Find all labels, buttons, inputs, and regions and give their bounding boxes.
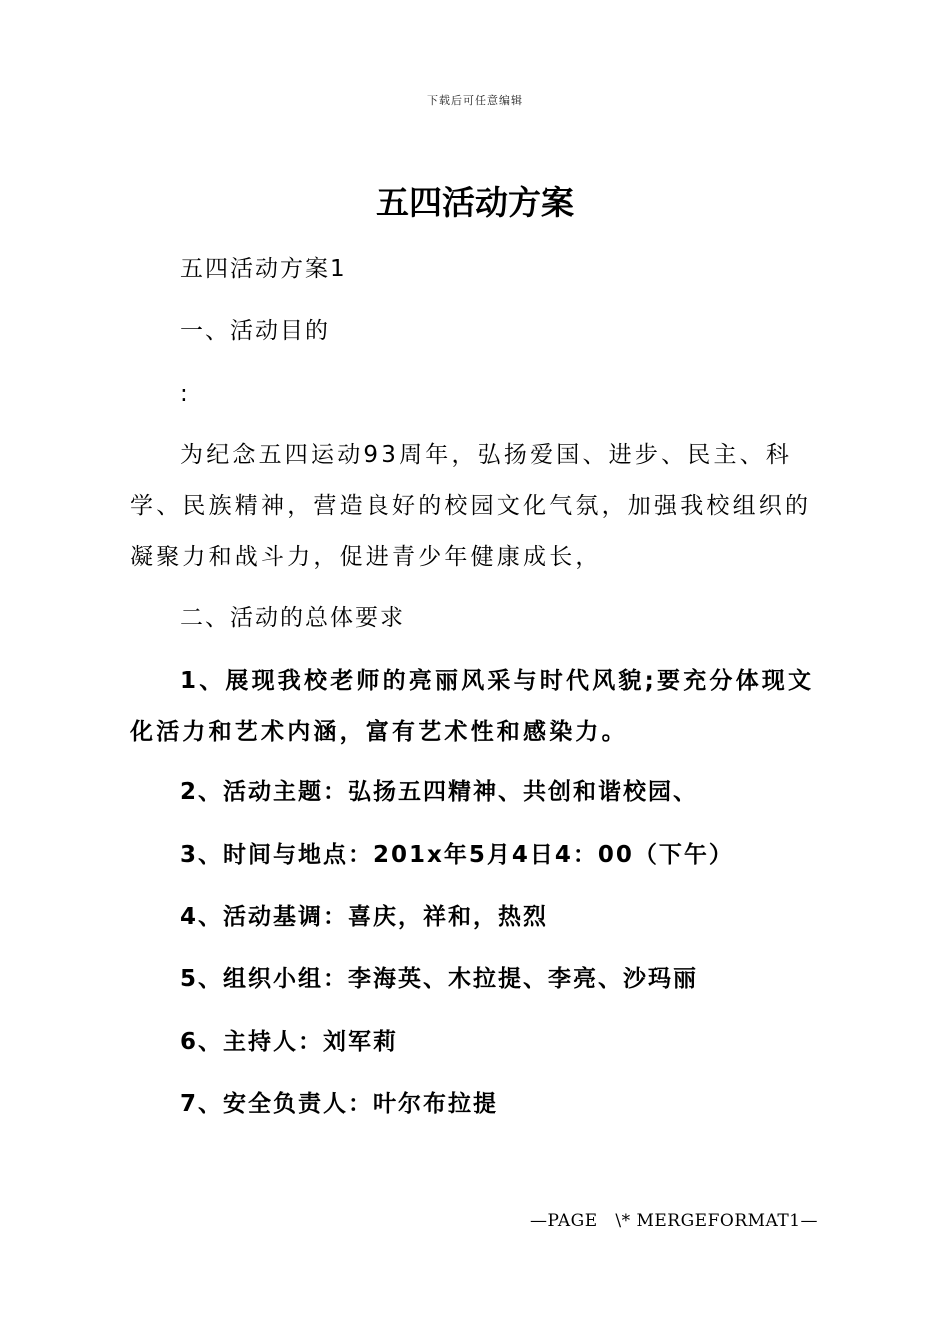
requirement-item-6: 6、主持人：刘军莉 [180, 1029, 399, 1055]
requirement-item-4: 4、活动基调：喜庆，祥和，热烈 [180, 904, 549, 930]
purpose-paragraph: 为纪念五四运动93周年，弘扬爱国、进步、民主、科学、民族精神，营造良好的校园文化气氛，加强我校组织的凝聚力和战斗力，促进青少年健康成长， [130, 442, 812, 570]
document-title: 五四活动方案 [376, 183, 574, 222]
page-number-field: —PAGE \* MERGEFORMAT1— [530, 1211, 819, 1231]
requirement-item-3: 3、时间与地点：201x年5月4日4：00（下午） [180, 842, 734, 868]
colon-line: : [180, 381, 190, 407]
requirement-item-5: 5、组织小组：李海英、木拉提、李亮、沙玛丽 [180, 966, 699, 992]
requirement-item-1: 1、展现我校老师的亮丽风采与时代风貌;要充分体现文化活力和艺术内涵，富有艺术性和感染力。 [130, 668, 815, 745]
page-header-note: 下载后可任意编辑 [427, 94, 523, 107]
requirement-item-7: 7、安全负责人：叶尔布拉提 [180, 1091, 499, 1117]
section-heading-purpose: 一、活动目的 [180, 318, 330, 344]
requirement-item-2: 2、活动主题：弘扬五四精神、共创和谐校园、 [180, 779, 699, 805]
section-heading-requirements: 二、活动的总体要求 [180, 605, 405, 631]
document-subtitle: 五四活动方案1 [180, 256, 347, 282]
